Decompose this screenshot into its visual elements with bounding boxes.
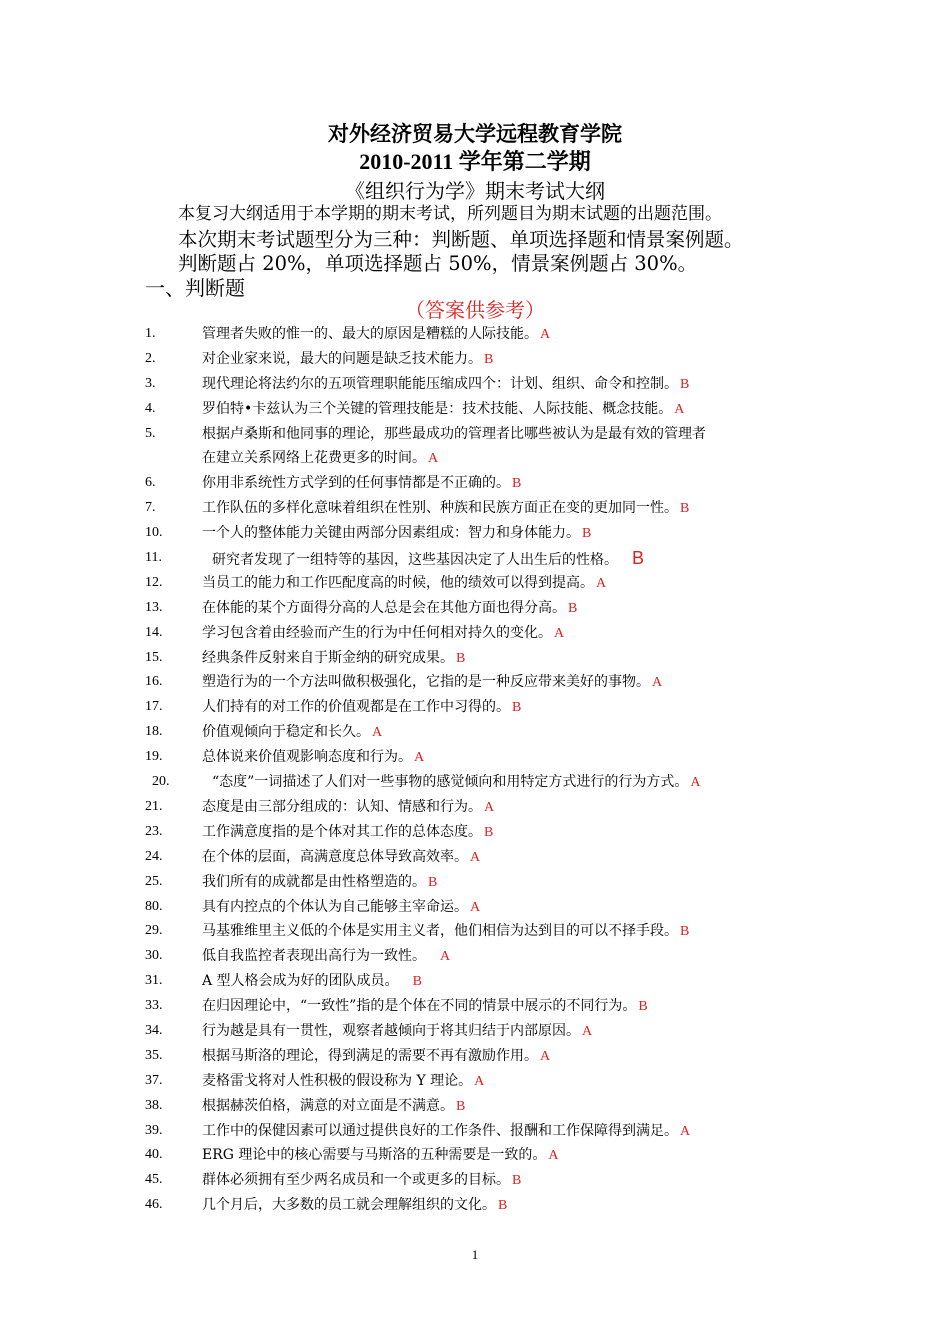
question-list	[0, 322, 950, 1218]
answer-mark: B	[582, 526, 592, 542]
question-text: 在体能的某个方面得分高的人总是会在其他方面也得分高。	[202, 599, 566, 616]
answer-mark: A	[680, 1123, 691, 1139]
question-text: 麦格雷戈将对人性积极的假设称为 Y 理论。	[202, 1072, 473, 1089]
answer-mark: A	[540, 327, 551, 342]
list-item	[0, 1044, 950, 1069]
question-text: 一个人的整体能力关键由两部分因素组成：智力和身体能力。	[202, 525, 580, 542]
answer-mark: A	[440, 949, 451, 965]
list-item	[0, 571, 950, 596]
list-item	[0, 1193, 950, 1218]
item-number: 12.	[145, 574, 163, 590]
item-text	[202, 471, 521, 497]
list-item	[0, 994, 950, 1019]
answer-mark: A	[652, 675, 663, 691]
answer-mark: B	[484, 351, 494, 367]
answer-mark: B	[484, 824, 494, 840]
item-text	[202, 496, 689, 522]
item-text	[202, 745, 424, 771]
list-item	[0, 471, 950, 496]
item-text	[202, 919, 689, 945]
item-text	[202, 596, 577, 622]
item-text	[202, 670, 662, 696]
list-item	[0, 322, 950, 347]
list-item	[0, 944, 950, 969]
item-text	[202, 1019, 592, 1045]
question-text-continued: 在建立关系网络上花费更多的时间。 A	[202, 450, 439, 467]
question-text: 工作满意度指的是个体对其工作的总体态度。	[202, 823, 482, 840]
answer-mark: B	[498, 1198, 508, 1214]
list-item	[0, 670, 950, 695]
answer-mark: B	[456, 650, 466, 666]
item-number: 39.	[145, 1122, 163, 1138]
item-number: 37.	[145, 1072, 163, 1088]
answer-mark: B	[638, 999, 648, 1015]
answer-mark: B	[632, 548, 645, 569]
list-item	[0, 695, 950, 720]
answer-mark: A	[484, 799, 495, 815]
list-item	[0, 422, 950, 472]
item-text	[202, 1168, 521, 1194]
item-number: 11.	[145, 550, 162, 566]
question-text: 根据赫茨伯格，满意的对立面是不满意。	[202, 1097, 454, 1114]
list-item	[0, 596, 950, 621]
item-text	[202, 1094, 465, 1120]
question-text: 群体必须拥有至少两名成员和一个或更多的目标。	[202, 1172, 510, 1189]
term-title: 2010-2011 学年第二学期	[359, 149, 591, 174]
list-item	[0, 496, 950, 521]
question-text: 管理者失败的惟一的、最大的原因是糟糕的人际技能。	[202, 326, 538, 342]
item-text	[202, 347, 493, 373]
answer-mark: A	[372, 725, 383, 741]
question-text: 人们持有的对工作的价值观都是在工作中习得的。	[202, 699, 510, 716]
item-number: 19.	[145, 749, 163, 765]
item-number: 45.	[145, 1172, 163, 1188]
question-text: 你用非系统性方式学到的任何事情都是不正确的。	[202, 475, 510, 492]
list-item	[0, 1119, 950, 1144]
item-number: 18.	[145, 724, 163, 740]
item-number: 23.	[145, 823, 163, 839]
title-block	[0, 120, 950, 206]
answer-mark: B	[512, 700, 522, 716]
answer-mark: B	[456, 1098, 466, 1114]
list-item	[0, 895, 950, 920]
list-item	[0, 521, 950, 546]
item-text	[202, 1193, 507, 1219]
item-number: 29.	[145, 923, 163, 939]
item-text	[212, 546, 644, 573]
question-text: 对企业家来说，最大的问题是缺乏技术能力。	[202, 350, 482, 367]
item-text	[202, 944, 450, 970]
answer-mark: A	[428, 451, 439, 467]
item-text	[202, 646, 465, 672]
answer-mark: A	[690, 775, 701, 791]
answer-mark: B	[412, 974, 422, 990]
item-number: 20.	[152, 774, 170, 790]
intro-line-2: 本次期末考试题型分为三种：判断题、单项选择题和情景案例题。	[178, 228, 744, 251]
answer-mark: A	[470, 849, 481, 865]
reference-note: （答案供参考）	[405, 298, 545, 322]
question-text: 罗伯特•卡兹认为三个关键的管理技能是：技术技能、人际技能、概念技能。	[202, 400, 673, 417]
question-text: 具有内控点的个体认为自己能够主宰命运。	[202, 898, 468, 915]
item-number: 30.	[145, 948, 163, 964]
list-item	[0, 397, 950, 422]
list-item	[0, 646, 950, 671]
list-item	[0, 1019, 950, 1044]
list-item	[0, 1143, 950, 1168]
question-text: 当员工的能力和工作匹配度高的时候，他的绩效可以得到提高。	[202, 574, 594, 591]
list-item	[0, 1168, 950, 1193]
item-number: 15.	[145, 649, 163, 665]
list-item	[0, 795, 950, 820]
list-item	[0, 870, 950, 895]
item-number: 31.	[145, 973, 163, 989]
item-number: 4.	[145, 400, 156, 416]
item-number: 14.	[145, 624, 163, 640]
section-heading: 一、判断题	[145, 276, 245, 300]
item-number: 1.	[145, 326, 156, 341]
answer-mark: A	[674, 401, 685, 417]
answer-mark: A	[548, 1148, 559, 1164]
answer-mark: B	[568, 600, 578, 616]
intro-line-1: 本复习大纲适用于本学期的期末考试，所列题目为期末试题的出题范围。	[178, 204, 722, 224]
question-text: 现代理论将法约尔的五项管理职能能压缩成四个：计划、组织、命令和控制。	[202, 375, 678, 392]
page-number: 1	[471, 1247, 479, 1262]
item-number: 34.	[145, 1022, 163, 1038]
item-text	[202, 422, 706, 473]
list-item	[0, 745, 950, 770]
item-text	[202, 1143, 559, 1169]
item-text	[202, 372, 689, 398]
item-number: 6.	[145, 475, 156, 491]
question-text: 我们所有的成就都是由性格塑造的。	[202, 873, 426, 890]
item-text	[202, 845, 480, 871]
answer-mark: A	[582, 1023, 593, 1039]
item-number: 16.	[145, 674, 163, 690]
item-text	[202, 521, 591, 547]
question-text: A 型人格会成为好的团队成员。	[202, 973, 399, 990]
question-text: 在归因理论中，“一致性”指的是个体在不同的情景中展示的不同行为。	[202, 998, 637, 1015]
list-item	[0, 969, 950, 994]
list-item	[0, 1069, 950, 1094]
item-text	[202, 969, 422, 995]
answer-mark: B	[428, 874, 438, 890]
answer-mark: B	[680, 376, 690, 392]
item-number: 21.	[145, 798, 163, 814]
answer-mark: A	[470, 899, 481, 915]
item-text	[202, 994, 648, 1020]
list-item	[0, 372, 950, 397]
question-text: 塑造行为的一个方法叫做积极强化，它指的是一种反应带来美好的事物。	[202, 674, 650, 691]
item-text	[202, 720, 382, 746]
question-text: 根据马斯洛的理论，得到满足的需要不再有激励作用。	[202, 1047, 538, 1064]
item-text	[202, 820, 493, 846]
item-number: 25.	[145, 873, 163, 889]
question-text: 根据卢桑斯和他同事的理论，那些最成功的管理者比哪些被认为是最有效的管理者	[202, 425, 706, 442]
list-item	[0, 621, 950, 646]
item-number: 5.	[145, 425, 156, 441]
item-text	[202, 795, 494, 821]
answer-mark: A	[474, 1073, 485, 1089]
item-number: 24.	[145, 848, 163, 864]
item-number: 40.	[145, 1147, 163, 1163]
answer-mark: B	[512, 476, 522, 492]
course-title: 《组织行为学》期末考试大纲	[345, 179, 605, 203]
answer-mark: A	[540, 1048, 551, 1064]
item-number: 10.	[145, 525, 163, 541]
item-number: 3.	[145, 375, 156, 391]
item-text	[202, 1069, 484, 1095]
question-text: 马基雅维里主义低的个体是实用主义者，他们相信为达到目的可以不择手段。	[202, 923, 678, 940]
question-text: 总体说来价值观影响态度和行为。	[202, 749, 412, 766]
answer-mark: A	[554, 625, 565, 641]
item-text	[202, 397, 684, 423]
item-text	[202, 1119, 690, 1145]
item-number: 46.	[145, 1197, 163, 1213]
list-item	[0, 1094, 950, 1119]
item-number: 38.	[145, 1097, 163, 1113]
item-text	[202, 322, 550, 348]
question-text: 工作中的保健因素可以通过提供良好的工作条件、报酬和工作保障得到满足。	[202, 1122, 678, 1139]
item-number: 80.	[145, 898, 163, 914]
list-item	[0, 546, 950, 571]
question-text: 态度是由三部分组成的：认知、情感和行为。	[202, 798, 482, 815]
answer-mark: B	[512, 1173, 522, 1189]
list-item	[0, 347, 950, 372]
question-text: 工作队伍的多样化意味着组织在性别、种族和民族方面正在变的更加同一性。	[202, 500, 678, 517]
intro-line-3: 判断题占 20%，单项选择题占 50%，情景案例题占 30%。	[178, 252, 698, 275]
answer-mark: B	[680, 924, 690, 940]
item-text	[212, 770, 700, 796]
item-text	[202, 571, 606, 597]
question-text: 经典条件反射来自于斯金纳的研究成果。	[202, 649, 454, 666]
question-text: 几个月后，大多数的员工就会理解组织的文化。	[202, 1197, 496, 1214]
question-text: 研究者发现了一组特等的基因，这些基因决定了人出生后的性格。	[212, 552, 618, 569]
list-item	[0, 845, 950, 870]
list-item	[0, 720, 950, 745]
question-text: “态度”一词描述了人们对一些事物的感觉倾向和用特定方式进行的行为方式。	[212, 774, 689, 791]
item-number: 7.	[145, 500, 156, 516]
item-text	[202, 621, 564, 647]
question-text: 价值观倾向于稳定和长久。	[202, 724, 370, 741]
question-text: 学习包含着由经验而产生的行为中任何相对持久的变化。	[202, 624, 552, 641]
institution-title: 对外经济贸易大学远程教育学院	[328, 121, 622, 146]
question-text: 在个体的层面，高满意度总体导致高效率。	[202, 848, 468, 865]
item-number: 2.	[145, 350, 156, 366]
list-item	[0, 820, 950, 845]
list-item	[0, 770, 950, 795]
list-item	[0, 919, 950, 944]
item-number: 33.	[145, 998, 163, 1014]
answer-mark: A	[596, 575, 607, 591]
item-number: 35.	[145, 1047, 163, 1063]
question-text: 行为越是具有一贯性，观察者越倾向于将其归结于内部原因。	[202, 1022, 580, 1039]
item-text	[202, 895, 480, 921]
item-text	[202, 695, 521, 721]
item-number: 13.	[145, 599, 163, 615]
question-text: 低自我监控者表现出高行为一致性。	[202, 948, 426, 965]
answer-mark: A	[414, 750, 425, 766]
item-number: 17.	[145, 699, 163, 715]
item-text	[202, 870, 437, 896]
item-text	[202, 1044, 550, 1070]
question-text: ERG 理论中的核心需要与马斯洛的五种需要是一致的。	[202, 1147, 547, 1164]
answer-mark: B	[680, 501, 690, 517]
